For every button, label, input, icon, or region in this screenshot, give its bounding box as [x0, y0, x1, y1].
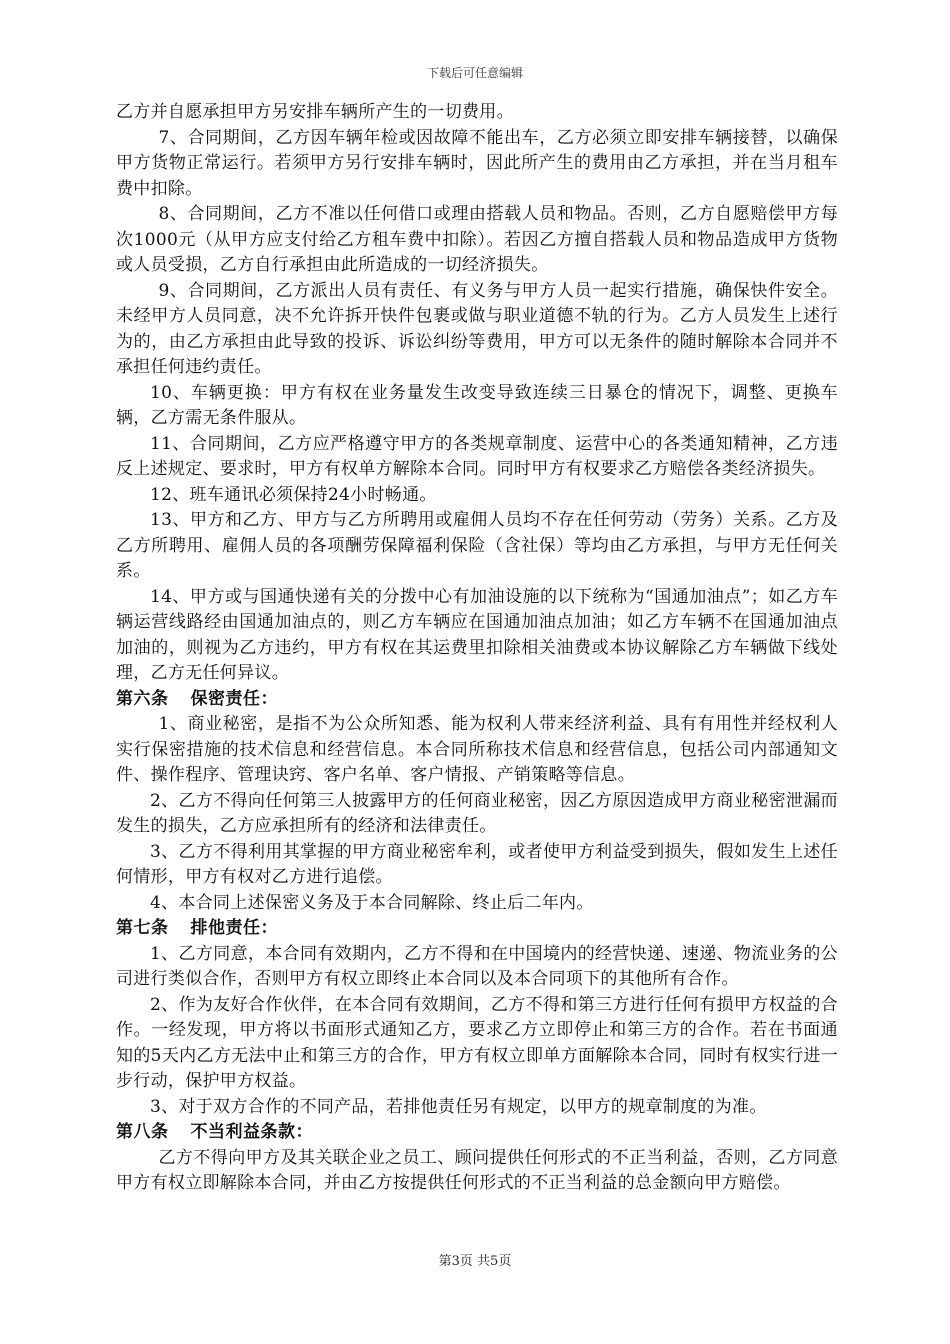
clause-11: 11、合同期间，乙方应严格遵守甲方的各类规章制度、运营中心的各类通知精神，乙方违反上述规定、要求时，甲方有权单方解除本合同。同时甲方有权要求乙方赔偿各类经济损失。: [116, 433, 838, 479]
article-6-heading: [116, 687, 838, 713]
article-title: 不当利益条款：: [190, 1122, 313, 1142]
article-7-item-2: 2、作为友好合作伙伴，在本合同有效期间，乙方不得和第三方进行任何有损甲方权益的合作。一经发现，甲方将以书面形式通知乙方，要求乙方立即停止和第三方的合作。若在书面通知的5天内乙方无法中止和第三方的合作，甲方有权立即单方面解除本合同，同时有权实行进一步行动，保护甲方权益。: [116, 994, 838, 1091]
article-6-item-4: 4、本合同上述保密义务及于本合同解除、终止后二年内。: [150, 892, 594, 913]
article-number: 第八条: [116, 1122, 169, 1142]
article-7-heading: [116, 916, 838, 942]
article-6-item-1: 1、商业秘密，是指不为公众所知悉、能为权利人带来经济利益、具有有用性并经权利人实行保密措施的技术信息和经营信息。本合同所称技术信息和经营信息，包括公司内部通知文件、操作程序、管理诀窍、客户名单、客户情报、产销策略等信息。: [116, 714, 838, 785]
article-6-item-2: 2、乙方不得向任何第三人披露甲方的任何商业秘密，因乙方原因造成甲方商业秘密泄漏而发生的损失，乙方应承担所有的经济和法律责任。: [116, 790, 838, 836]
article-title: 排他责任：: [190, 918, 278, 938]
article-8-heading: [116, 1120, 838, 1146]
article-6-item-3: 3、乙方不得利用其掌握的甲方商业秘密牟利，或者使甲方利益受到损失，假如发生上述任何情形，甲方有权对乙方进行追偿。: [116, 841, 838, 887]
contract-body: [116, 100, 838, 1197]
clause-8: 8、合同期间，乙方不准以任何借口或理由搭载人员和物品。否则，乙方自愿赔偿甲方每次1000元（从甲方应支付给乙方租车费中扣除）。若因乙方擅自搭载人员和物品造成甲方货物或人员受损，乙方自行承担由此所造成的一切经济损失。: [116, 204, 838, 275]
clause-7: 7、合同期间，乙方因车辆年检或因故障不能出车，乙方必须立即安排车辆接替，以确保甲方货物正常运行。若须甲方另行安排车辆时，因此所产生的费用由乙方承担，并在当月租车费中扣除。: [116, 127, 838, 199]
page-header: 下载后可任意编辑: [426, 66, 523, 80]
article-number: 第六条: [116, 688, 169, 709]
clause-12: 12、班车通讯必须保持24小时畅通。: [150, 484, 437, 505]
clause-14: 14、甲方或与国通快递有关的分拨中心有加油设施的以下统称为“国通加油点”；如乙方车辆运营线路经由国通加油点的，则乙方车辆应在国通加油点加油；如乙方车辆不在国通加油点加油的，则视为乙方违约，甲方有权在其运费里扣除相关油费或本协议解除乙方车辆做下线处理，乙方无任何异议。: [116, 586, 838, 683]
article-7-item-1: 1、乙方同意，本合同有效期内，乙方不得和在中国境内的经营快递、速递、物流业务的公司进行类似合作，否则甲方有权立即终止本合同以及本合同项下的其他所有合作。: [116, 943, 838, 989]
article-8-item-1: 乙方不得向甲方及其关联企业之员工、顾问提供任何形式的不正当利益，否则，乙方同意甲方有权立即解除本合同，并由乙方按提供任何形式的不正当利益的总金额向甲方赔偿。: [116, 1147, 838, 1193]
paragraph: 乙方并自愿承担甲方另安排车辆所产生的一切费用。: [116, 102, 514, 122]
clause-10: 10、车辆更换：甲方有权在业务量发生改变导致连续三日暴仓的情况下，调整、更换车辆，乙方需无条件服从。: [116, 382, 838, 428]
clause-13: 13、甲方和乙方、甲方与乙方所聘用或雇佣人员均不存在任何劳动（劳务）关系。乙方及乙方所聘用、雇佣人员的各项酬劳保障福利保险（含社保）等均由乙方承担，与甲方无任何关系。: [116, 510, 838, 581]
article-title: 保密责任：: [190, 688, 278, 709]
clause-9: 9、合同期间，乙方派出人员有责任、有义务与甲方人员一起实行措施，确保快件安全。未经甲方人员同意，决不允许拆开快件包裹或做与职业道德不轨的行为。乙方人员发生上述行为的，由乙方承担由此导致的投诉、诉讼纠纷等费用，甲方可以无条件的随时解除本合同并不承担任何违约责任。: [116, 280, 838, 377]
article-7-item-3: 3、对于双方合作的不同产品，若排他责任另有规定，以甲方的规章制度的为准。: [150, 1096, 767, 1117]
article-number: 第七条: [116, 918, 169, 938]
page-number: 第3页 共5页: [438, 1254, 512, 1269]
